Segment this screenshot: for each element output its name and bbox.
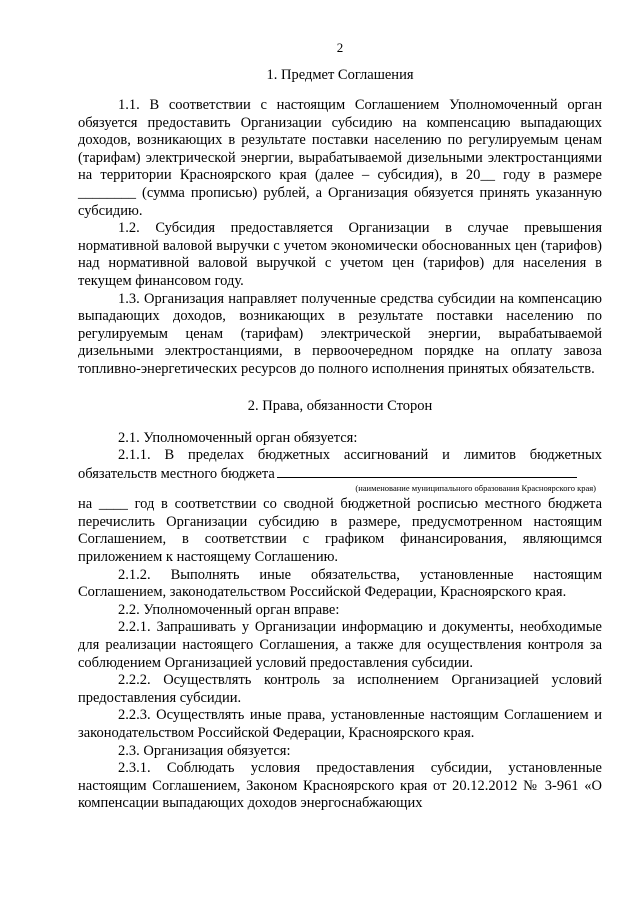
clause-2-3: 2.3. Организация обязуется:: [118, 742, 291, 759]
clause-2-2-2: 2.2.2. Осуществлять контроль за исполнением Организацией условий предоставления субсидии.: [78, 672, 602, 706]
clause-2-1-2: 2.1.2. Выполнять иные обязательства, установленные настоящим Соглашением, законодательством Российской Федерации, Красноярского края.: [78, 566, 602, 601]
clause-1-2: 1.2. Субсидия предоставляется Организации в случае превышения нормативной валовой выручки с учетом экономически обоснованных цен (тарифов) над нормативной валовой выручкой с учетом цен (тарифов) для населения в текущем финансовом году.: [78, 220, 602, 289]
year-blank-2: ____: [98, 496, 128, 513]
clause-2-2: 2.2. Уполномоченный орган вправе:: [118, 601, 340, 618]
clause-2-2-3: 2.2.3. Осуществлять иные права, установленные настоящим Соглашением и законодательством Российской Федерации, Красноярского края.: [78, 707, 602, 741]
clause-2-1-1: 2.1.1. В пределах бюджетных ассигнований и лимитов бюджетных обязательств местного бюджета: [78, 447, 602, 482]
page-number: 2: [336, 40, 344, 55]
budget-name-caption: (наименование муниципального образования Красноярского края): [355, 483, 596, 494]
clause-2-1: 2.1. Уполномоченный орган обязуется:: [118, 429, 358, 446]
amount-blank: ________: [78, 184, 136, 201]
budget-name-line: [277, 465, 577, 478]
year-blank: __: [480, 167, 495, 184]
clause-2-3-1: 2.3.1. Соблюдать условия предоставления субсидии, установленные настоящим Соглашением, Законом Красноярского края от 20.12.2012 № 3-961 «О компенсации выпадающих доходов энергоснабжающих: [78, 760, 602, 812]
clause-1-3: 1.3. Организация направляет полученные средства субсидии на компенсацию выпадающих доходов, возникающих в результате поставки населению по регулируемым ценам (тарифам) электрической энергии, вырабатываемой дизельными электростанциями, в первоочередном порядке на оплату завоза топливно-энергетических ресурсов до полного исполнения принятых обязательств.: [78, 290, 602, 377]
clause-2-2-1: 2.2.1. Запрашивать у Организации информацию и документы, необходимые для реализации настоящего Соглашения, а также для осуществления контроля за соблюдением Организацией условий предоставления субсидии.: [78, 619, 602, 671]
section-1-title: 1. Предмет Соглашения: [266, 67, 414, 83]
clause-1-1: 1.1. В соответствии с настоящим Соглашением Уполномоченный орган обязуется предоставить Организации субсидию на компенсацию выпадающих доходов, возникающих в результате поставки населению по регулируемым ценам (тарифам) электрической энергии, вырабатываемой дизельными электростанциями на территории Красноярского края (далее – субсидия), в 20__ году в размере ________ (сумма прописью) рублей, а Организация обязуется принять указанную субсидию.: [78, 97, 602, 219]
section-2-title: 2. Права, обязанности Сторон: [247, 397, 433, 414]
clause-2-1-1-cont: на ____ год в соответствии со сводной бюджетной росписью местного бюджета перечислить Организации субсидию в размере, предусмотренном настоящим Соглашением, в соответствии с графиком финансирования, являющимся приложением к настоящему Соглашению.: [78, 496, 603, 566]
